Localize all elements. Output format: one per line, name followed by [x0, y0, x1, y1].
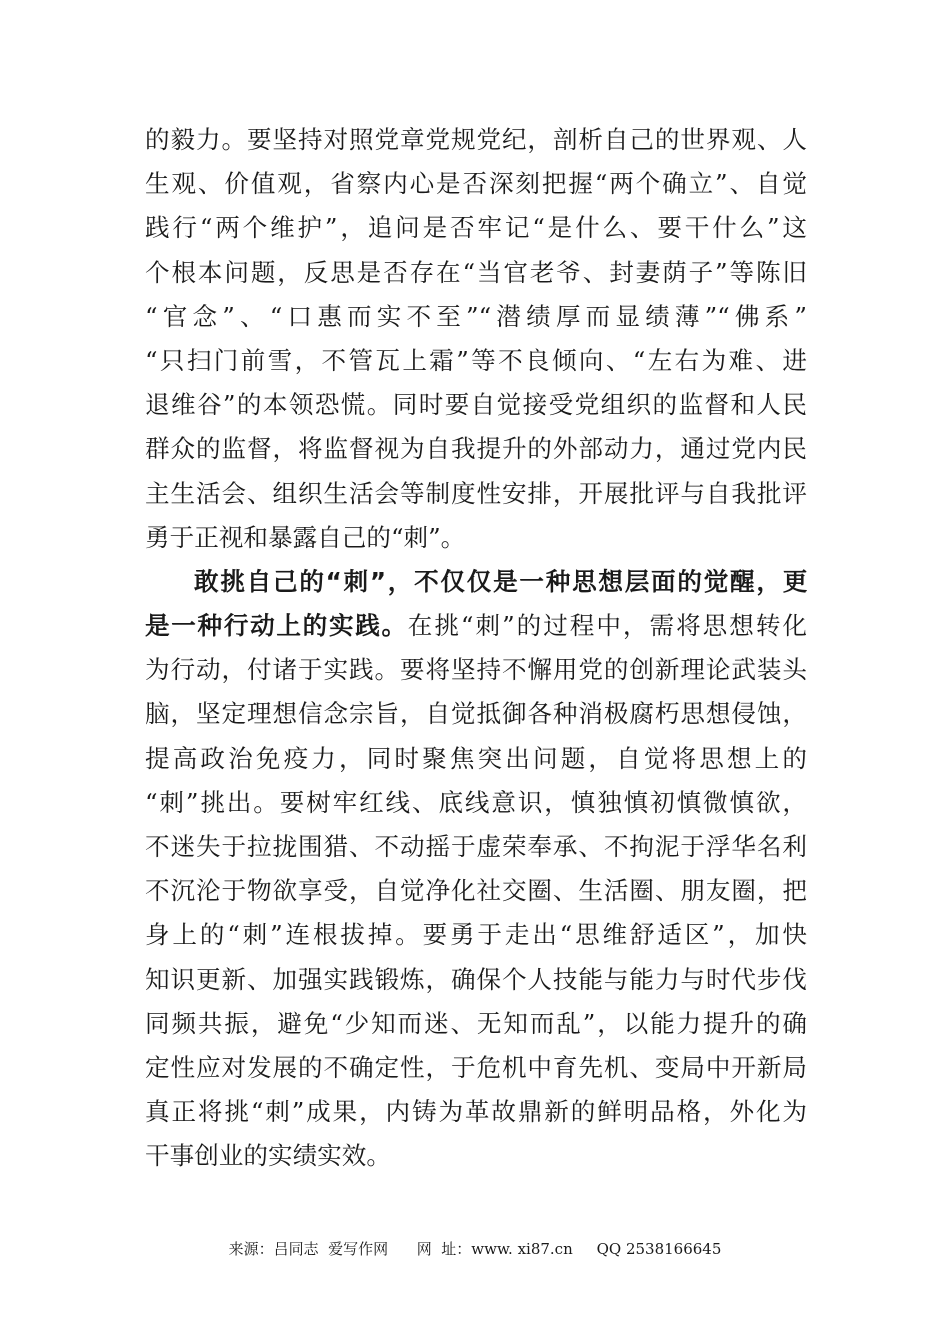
paragraph-2-line: 真正将挑“刺”成果，内铸为革故鼎新的鲜明品格，外化为: [145, 1097, 807, 1127]
paragraph-2-line: 提高政治免疫力，同时聚焦突出问题，自觉将思想上的: [145, 743, 807, 773]
paragraph-1-line: 生观、价值观，省察内心是否深刻把握“两个确立”、自觉: [145, 169, 807, 199]
body-text: [145, 118, 807, 1179]
paragraph-2-line: [145, 604, 807, 648]
paragraph-1-line: 勇于正视和暴露自己的“刺”。: [145, 522, 466, 552]
paragraph-2-line: 不沉沦于物欲享受，自觉净化社交圈、生活圈、朋友圈，把: [145, 876, 807, 906]
paragraph-1-line: 的毅力。要坚持对照党章党规党纪，剖析自己的世界观、人: [145, 125, 807, 154]
paragraph-2-bold-heading-end: 是一种行动上的实践。: [145, 611, 408, 641]
paragraph-2-line: 为行动，付诸于实践。要将坚持不懈用党的创新理论武装头: [145, 655, 807, 685]
paragraph-2-line-rest: 在挑“刺”的过程中，需将思想转化: [407, 611, 807, 641]
paragraph-2-line: 定性应对发展的不确定性，于危机中育先机、变局中开新局: [145, 1052, 807, 1082]
paragraph-1-line: “官念”、“口惠而实不至”“潜绩厚而显绩薄”“佛系”: [145, 301, 807, 331]
paragraph-1-line: 主生活会、组织生活会等制度性安排，开展批评与自我批评: [145, 478, 807, 508]
paragraph-2-line: 身上的“刺”连根拔掉。要勇于走出“思维舒适区”，加快: [145, 920, 807, 950]
paragraph-1-line: 群众的监督，将监督视为自我提升的外部动力，通过党内民: [145, 434, 807, 464]
paragraph-1-line: “只扫门前雪，不管瓦上霜”等不良倾向、“左右为难、进: [145, 345, 807, 375]
paragraph-2-line: 同频共振，避免“少知而迷、无知而乱”，以能力提升的确: [145, 1008, 807, 1038]
paragraph-2-line: 干事创业的实绩实效。: [145, 1141, 391, 1171]
paragraph-2-line: 不迷失于拉拢围猎、不动摇于虚荣奉承、不拘泥于浮华名利: [145, 832, 807, 861]
paragraph-2-line: 知识更新、加强实践锻炼，确保个人技能与能力与时代步伐: [145, 964, 807, 994]
paragraph-2-line: 脑，坚定理想信念宗旨，自觉抵御各种消极腐朽思想侵蚀，: [145, 699, 807, 729]
paragraph-1-line: 退维谷”的本领恐慌。同时要自觉接受党组织的监督和人民: [145, 390, 807, 420]
paragraph-1-line: 践行“两个维护”，追问是否牢记“是什么、要干什么”这: [145, 213, 807, 243]
source-footer: 来源：吕同志 爱写作网 网 址：www. xi87.cn QQ 2538166645: [228, 1240, 722, 1258]
paragraph-2-bold-heading: 敢挑自己的“刺”，不仅仅是一种思想层面的觉醒，更: [194, 566, 807, 596]
paragraph-1-line: 个根本问题，反思是否存在“当官老爷、封妻荫子”等陈旧: [145, 257, 807, 287]
paragraph-2-line: “刺”挑出。要树牢红线、底线意识，慎独慎初慎微慎欲，: [145, 787, 807, 817]
